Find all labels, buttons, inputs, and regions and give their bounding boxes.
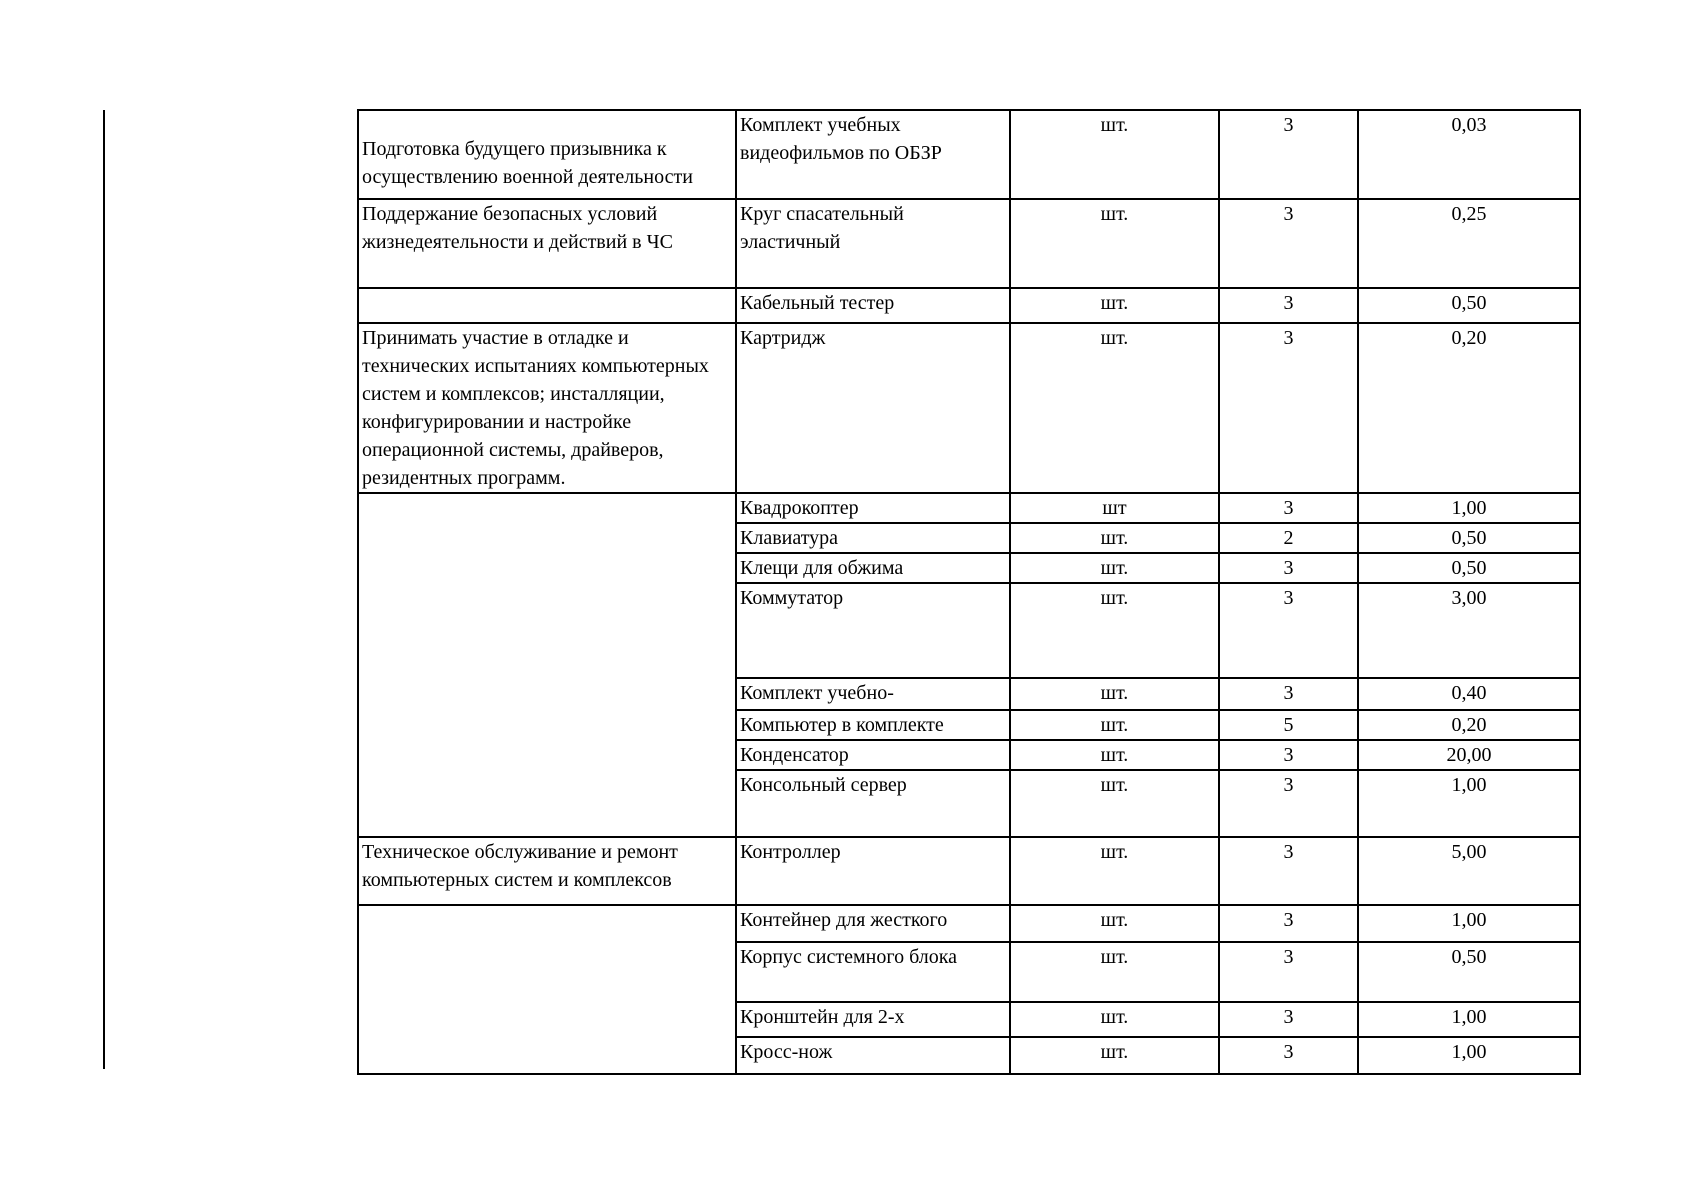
value-cell: 1,00 xyxy=(1358,493,1580,523)
table-row xyxy=(358,288,1580,323)
unit-cell: шт. xyxy=(1010,523,1219,553)
competence-cell: Поддержание безопасных условий жизнедеятельности и действий в ЧС xyxy=(358,199,736,288)
unit-cell: шт. xyxy=(1010,1037,1219,1074)
qty-cell: 3 xyxy=(1219,323,1358,493)
value-cell: 0,20 xyxy=(1358,710,1580,740)
unit-cell: шт. xyxy=(1010,583,1219,678)
value-cell: 1,00 xyxy=(1358,1037,1580,1074)
competence-cell: Техническое обслуживание и ремонт компьютерных систем и комплексов xyxy=(358,837,736,905)
qty-cell: 3 xyxy=(1219,553,1358,583)
qty-cell: 3 xyxy=(1219,1037,1358,1074)
table-row xyxy=(358,199,1580,288)
item-cell: Конденсатор xyxy=(736,740,1010,770)
value-cell: 5,00 xyxy=(1358,837,1580,905)
table-row xyxy=(358,493,1580,523)
table-row xyxy=(358,837,1580,905)
item-cell: Коммутатор xyxy=(736,583,1010,678)
table-row xyxy=(358,905,1580,942)
value-cell: 0,03 xyxy=(1358,110,1580,199)
value-cell: 0,50 xyxy=(1358,523,1580,553)
competence-cell-empty xyxy=(358,493,736,837)
value-cell: 3,00 xyxy=(1358,583,1580,678)
unit-cell: шт. xyxy=(1010,710,1219,740)
item-cell: Комплект учебно- xyxy=(736,678,1010,710)
qty-cell: 3 xyxy=(1219,678,1358,710)
value-cell: 0,25 xyxy=(1358,199,1580,288)
unit-cell: шт. xyxy=(1010,288,1219,323)
qty-cell: 3 xyxy=(1219,199,1358,288)
competence-cell: Принимать участие в отладке и технических испытаниях компьютерных систем и комплексов; инсталляции, конфигурировании и настройке операционной системы, драйверов, резидентных программ. xyxy=(358,323,736,493)
qty-cell: 3 xyxy=(1219,1002,1358,1037)
item-cell: Кронштейн для 2-х xyxy=(736,1002,1010,1037)
unit-cell: шт. xyxy=(1010,323,1219,493)
qty-cell: 3 xyxy=(1219,770,1358,837)
unit-cell: шт xyxy=(1010,493,1219,523)
table-row xyxy=(358,110,1580,199)
value-cell: 0,50 xyxy=(1358,942,1580,1002)
item-cell: Круг спасательный эластичный xyxy=(736,199,1010,288)
unit-cell: шт. xyxy=(1010,199,1219,288)
item-cell: Картридж xyxy=(736,323,1010,493)
item-cell: Кросс-нож xyxy=(736,1037,1010,1074)
item-cell: Клещи для обжима xyxy=(736,553,1010,583)
qty-cell: 3 xyxy=(1219,493,1358,523)
page-margin-rule xyxy=(103,110,105,1069)
item-cell: Контроллер xyxy=(736,837,1010,905)
equipment-table xyxy=(357,109,1581,1075)
qty-cell: 3 xyxy=(1219,837,1358,905)
qty-cell: 2 xyxy=(1219,523,1358,553)
unit-cell: шт. xyxy=(1010,905,1219,942)
qty-cell: 3 xyxy=(1219,288,1358,323)
item-cell: Клавиатура xyxy=(736,523,1010,553)
item-cell: Комплект учебных видеофильмов по ОБЗР xyxy=(736,110,1010,199)
value-cell: 1,00 xyxy=(1358,770,1580,837)
qty-cell: 5 xyxy=(1219,710,1358,740)
item-cell: Компьютер в комплекте xyxy=(736,710,1010,740)
unit-cell: шт. xyxy=(1010,678,1219,710)
value-cell: 0,20 xyxy=(1358,323,1580,493)
item-cell: Квадрокоптер xyxy=(736,493,1010,523)
value-cell: 1,00 xyxy=(1358,1002,1580,1037)
qty-cell: 3 xyxy=(1219,110,1358,199)
unit-cell: шт. xyxy=(1010,110,1219,199)
item-cell: Консольный сервер xyxy=(736,770,1010,837)
competence-cell-empty xyxy=(358,905,736,1074)
unit-cell: шт. xyxy=(1010,553,1219,583)
unit-cell: шт. xyxy=(1010,1002,1219,1037)
qty-cell: 3 xyxy=(1219,583,1358,678)
item-cell: Кабельный тестер xyxy=(736,288,1010,323)
item-cell: Корпус системного блока xyxy=(736,942,1010,1002)
value-cell: 0,50 xyxy=(1358,553,1580,583)
item-cell: Контейнер для жесткого xyxy=(736,905,1010,942)
unit-cell: шт. xyxy=(1010,740,1219,770)
unit-cell: шт. xyxy=(1010,942,1219,1002)
unit-cell: шт. xyxy=(1010,837,1219,905)
qty-cell: 3 xyxy=(1219,905,1358,942)
qty-cell: 3 xyxy=(1219,942,1358,1002)
qty-cell: 3 xyxy=(1219,740,1358,770)
value-cell: 1,00 xyxy=(1358,905,1580,942)
value-cell: 0,50 xyxy=(1358,288,1580,323)
competence-cell: Подготовка будущего призывника к осуществлению военной деятельности xyxy=(358,110,736,199)
competence-cell xyxy=(358,288,736,323)
value-cell: 0,40 xyxy=(1358,678,1580,710)
value-cell: 20,00 xyxy=(1358,740,1580,770)
unit-cell: шт. xyxy=(1010,770,1219,837)
table-row xyxy=(358,323,1580,493)
